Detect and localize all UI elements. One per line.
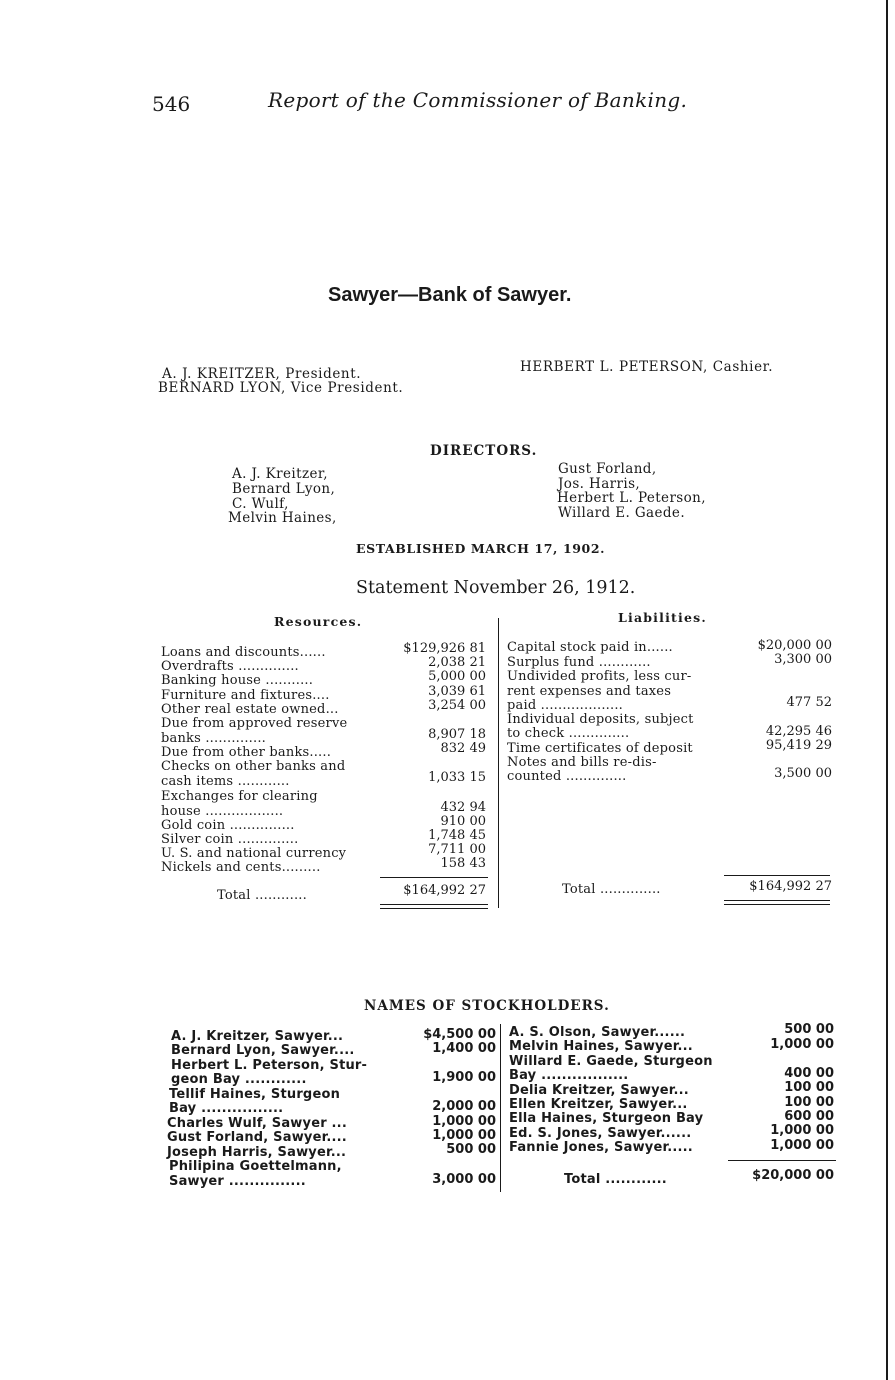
liability-label: to check .............. — [507, 726, 630, 741]
stockholder-amount: 2,000 00 — [432, 1099, 496, 1114]
resource-amount: 432 94 — [440, 800, 486, 815]
resource-amount: 7,711 00 — [428, 842, 486, 857]
stockholder-amount: 500 00 — [446, 1142, 496, 1157]
resources-total-label: Total ............ — [217, 888, 307, 903]
stockholder-name: Delia Kreitzer, Sawyer... — [509, 1083, 689, 1098]
resource-label: Gold coin ............... — [161, 818, 295, 833]
director-name: Melvin Haines, — [228, 510, 337, 526]
stockholders-total-rule — [728, 1160, 836, 1161]
resource-label: Nickels and cents......... — [161, 860, 321, 875]
stockholder-name: Joseph Harris, Sawyer... — [167, 1145, 347, 1160]
resources-heading: Resources. — [274, 614, 363, 629]
director-name: Jos. Harris, — [558, 476, 641, 492]
liability-label: Time certificates of deposit — [507, 741, 693, 756]
stockholder-amount: 3,000 00 — [432, 1172, 496, 1187]
stockholder-name: Ellen Kreitzer, Sawyer... — [509, 1097, 688, 1112]
director-name: Herbert L. Peterson, — [557, 490, 706, 506]
stockholder-amount: 100 00 — [784, 1095, 834, 1110]
resources-total-amount: $164,992 27 — [403, 883, 486, 898]
stockholder-name: A. S. Olson, Sawyer...... — [509, 1025, 686, 1040]
resource-amount: 3,254 00 — [428, 698, 486, 713]
liabilities-double-rule — [724, 900, 830, 901]
resources-total-rule — [380, 877, 488, 878]
resource-label: Due from approved reserve — [161, 716, 348, 731]
director-name: A. J. Kreitzer, — [232, 466, 328, 482]
stockholder-amount: 1,000 00 — [432, 1128, 496, 1143]
liability-amount: 477 52 — [786, 695, 832, 710]
stockholder-amount: 1,900 00 — [432, 1070, 496, 1085]
resource-label: Overdrafts .............. — [161, 659, 299, 674]
liability-label: counted .............. — [507, 769, 627, 784]
stockholder-amount: 500 00 — [784, 1022, 834, 1037]
stockholder-name: Gust Forland, Sawyer.... — [167, 1130, 347, 1145]
stockholder-name: Charles Wulf, Sawyer ... — [167, 1116, 347, 1131]
stockholder-name: Bay ................ — [169, 1101, 284, 1116]
liability-label: Capital stock paid in...... — [507, 640, 673, 655]
officer-vice-president: BERNARD LYON, Vice President. — [158, 380, 404, 396]
liability-amount: 42,295 46 — [765, 724, 832, 739]
stockholder-name: Sawyer ............... — [169, 1174, 306, 1189]
resource-amount: 8,907 18 — [428, 727, 486, 742]
resource-label: Exchanges for clearing — [161, 789, 318, 804]
resource-amount: 832 49 — [440, 741, 486, 756]
liability-label: Undivided profits, less cur- — [507, 669, 692, 684]
resources-double-rule — [380, 908, 488, 909]
resource-label: cash items ............ — [161, 774, 290, 789]
officer-president: A. J. KREITZER, President. — [162, 366, 362, 382]
stockholder-name: Bay ................. — [509, 1068, 629, 1083]
resource-amount: 910 00 — [440, 814, 486, 829]
resource-amount: 158 43 — [440, 856, 486, 871]
stockholder-name: Ed. S. Jones, Sawyer...... — [509, 1126, 692, 1141]
stockholder-amount: 1,000 00 — [770, 1138, 834, 1153]
stockholder-name: Tellif Haines, Sturgeon — [169, 1087, 341, 1102]
officer-cashier: HERBERT L. PETERSON, Cashier. — [520, 359, 774, 375]
liabilities-total-rule — [724, 875, 830, 876]
resource-label: banks .............. — [161, 731, 266, 746]
resource-amount: 1,748 45 — [428, 828, 486, 843]
bank-title: Sawyer—Bank of Sawyer. — [328, 284, 572, 306]
stockholder-name: A. J. Kreitzer, Sawyer... — [171, 1029, 344, 1044]
stockholder-amount: 1,000 00 — [770, 1037, 834, 1052]
stockholders-heading: NAMES OF STOCKHOLDERS. — [364, 998, 610, 1014]
liability-label: paid ................... — [507, 698, 623, 713]
stockholder-name: Fannie Jones, Sawyer..... — [509, 1140, 693, 1155]
liability-label: rent expenses and taxes — [507, 684, 672, 699]
stockholders-total-label: Total ............ — [564, 1172, 667, 1187]
liability-label: Surplus fund ............ — [507, 655, 651, 670]
liability-amount: 3,300 00 — [774, 652, 832, 667]
page-number: 546 — [152, 92, 191, 116]
stockholder-amount: 600 00 — [784, 1109, 834, 1124]
resource-label: U. S. and national currency — [161, 846, 347, 861]
resource-amount: 3,039 61 — [428, 684, 486, 699]
directors-heading: DIRECTORS. — [430, 443, 538, 459]
liability-amount: 3,500 00 — [774, 766, 832, 781]
stockholder-amount: 1,000 00 — [770, 1123, 834, 1138]
stockholder-name: Melvin Haines, Sawyer... — [509, 1039, 693, 1054]
director-name: C. Wulf, — [232, 496, 289, 512]
stockholders-divider — [500, 1024, 501, 1192]
column-divider — [498, 618, 499, 908]
stockholder-amount: 100 00 — [784, 1080, 834, 1095]
stockholder-name: Herbert L. Peterson, Stur- — [171, 1058, 368, 1073]
liabilities-total-label: Total .............. — [562, 882, 661, 897]
stockholder-name: Ella Haines, Sturgeon Bay — [509, 1111, 704, 1126]
resource-amount: 2,038 21 — [428, 655, 486, 670]
stockholder-name: Philipina Goettelmann, — [169, 1159, 342, 1174]
liability-amount: $20,000 00 — [757, 638, 832, 653]
resource-label: Loans and discounts...... — [161, 645, 326, 660]
liabilities-heading: Liabilities. — [618, 610, 707, 625]
resource-label: Other real estate owned... — [161, 702, 339, 717]
liability-label: Notes and bills re-dis- — [507, 755, 657, 770]
director-name: Bernard Lyon, — [232, 481, 336, 497]
resource-amount: 1,033 15 — [428, 770, 486, 785]
stockholder-amount: $4,500 00 — [423, 1027, 496, 1042]
stockholder-amount: 400 00 — [784, 1066, 834, 1081]
stockholder-amount: 1,400 00 — [432, 1041, 496, 1056]
statement-date: Statement November 26, 1912. — [356, 578, 636, 598]
resource-label: Banking house ........... — [161, 673, 314, 688]
resource-label: Due from other banks..... — [161, 745, 332, 760]
resources-double-rule — [380, 904, 488, 905]
liability-amount: 95,419 29 — [765, 738, 832, 753]
resource-label: Checks on other banks and — [161, 759, 346, 774]
liabilities-total-amount: $164,992 27 — [749, 879, 832, 894]
established-date: ESTABLISHED MARCH 17, 1902. — [356, 541, 606, 556]
liability-label: Individual deposits, subject — [507, 712, 694, 727]
liabilities-double-rule — [724, 904, 830, 905]
running-title: Report of the Commissioner of Banking. — [268, 88, 688, 112]
stockholder-name: Bernard Lyon, Sawyer.... — [171, 1043, 355, 1058]
resource-label: Furniture and fixtures.... — [161, 688, 330, 703]
director-name: Gust Forland, — [558, 461, 657, 477]
resource-amount: $129,926 81 — [403, 641, 486, 656]
resource-amount: 5,000 00 — [428, 669, 486, 684]
resource-label: house .................. — [161, 804, 284, 819]
stockholder-name: Willard E. Gaede, Sturgeon — [509, 1054, 713, 1069]
resource-label: Silver coin .............. — [161, 832, 299, 847]
page-edge — [886, 0, 888, 1380]
stockholders-total-amount: $20,000 00 — [752, 1168, 834, 1183]
director-name: Willard E. Gaede. — [558, 505, 686, 521]
stockholder-name: geon Bay ............ — [171, 1072, 307, 1087]
stockholder-amount: 1,000 00 — [432, 1114, 496, 1129]
